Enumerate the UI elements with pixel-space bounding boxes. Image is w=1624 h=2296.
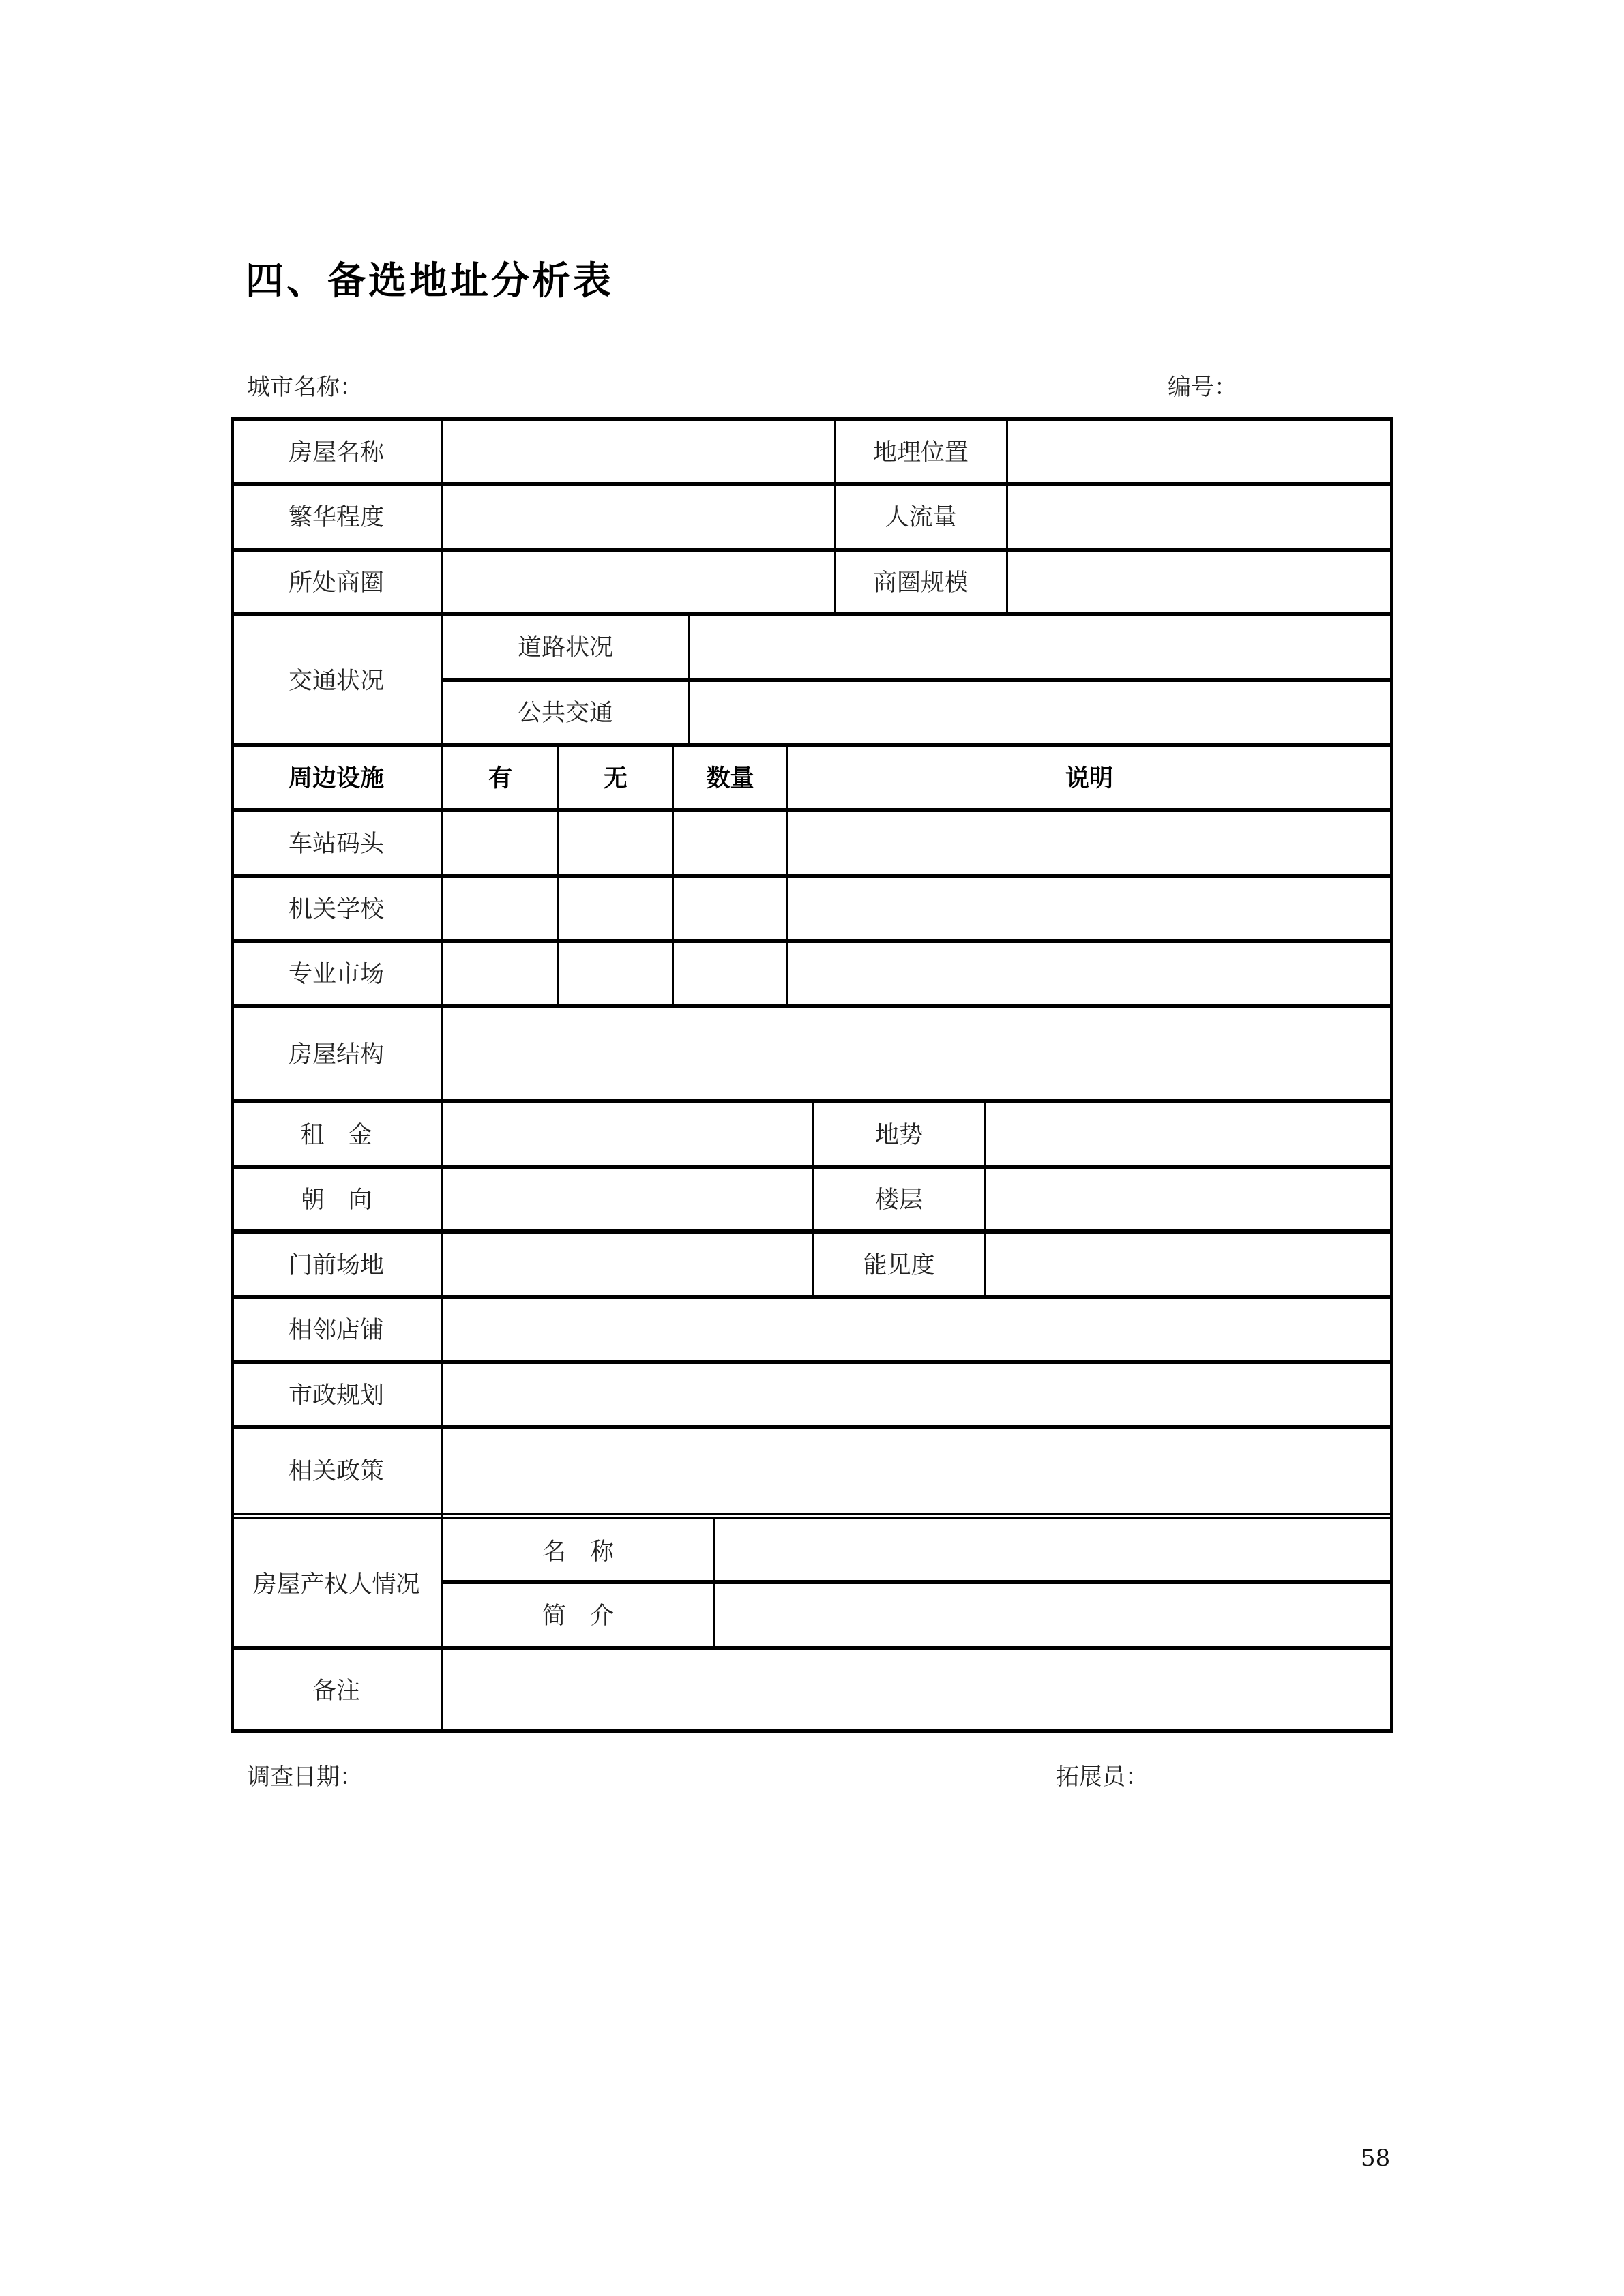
label-municipal-planning: 市政规划 [288, 1382, 384, 1410]
header-count: 数量 [706, 764, 754, 792]
label-prosperity: 繁华程度 [288, 504, 384, 531]
prosperity-field[interactable] [443, 486, 834, 548]
owner-name-field[interactable] [715, 1519, 1390, 1580]
market-note-field[interactable] [788, 943, 1390, 1004]
label-owner-intro: 简 介 [542, 1602, 614, 1630]
label-station-pier: 车站码头 [288, 831, 384, 858]
label-visibility: 能见度 [863, 1251, 935, 1279]
terrain-field[interactable] [986, 1103, 1390, 1165]
label-terrain: 地势 [874, 1121, 923, 1149]
label-owner-name: 名 称 [542, 1538, 614, 1566]
municipal-planning-field[interactable] [443, 1364, 1390, 1425]
page-title: 四、备选地址分析表 [246, 259, 614, 303]
station-count-field[interactable] [674, 812, 786, 874]
house-name-field[interactable] [443, 421, 834, 482]
label-specialized-market: 专业市场 [288, 961, 384, 988]
page-number: 58 [1361, 2145, 1391, 2172]
label-orientation: 朝 向 [300, 1187, 372, 1214]
foot-traffic-field[interactable] [1008, 486, 1390, 548]
label-district-scale: 商圈规模 [872, 569, 969, 597]
policies-field[interactable] [443, 1429, 1390, 1513]
label-geo-location: 地理位置 [872, 439, 969, 466]
orientation-field[interactable] [443, 1169, 812, 1229]
label-facilities: 周边设施 [288, 764, 384, 792]
label-road: 道路状况 [517, 634, 613, 661]
developer-label: 拓展员： [1056, 1763, 1149, 1791]
label-floor: 楼层 [874, 1187, 923, 1214]
label-foot-traffic: 人流量 [885, 504, 957, 531]
district-scale-field[interactable] [1008, 552, 1390, 612]
schools-none-field[interactable] [559, 878, 672, 939]
public-transport-field[interactable] [690, 682, 1390, 743]
floor-field[interactable] [986, 1169, 1390, 1229]
schools-count-field[interactable] [674, 878, 786, 939]
survey-date-label: 调查日期： [247, 1763, 363, 1791]
label-front-area: 门前场地 [288, 1251, 384, 1279]
market-count-field[interactable] [674, 943, 786, 1004]
number-label: 编号： [1168, 374, 1237, 401]
label-neighbors: 相邻店铺 [288, 1317, 384, 1344]
label-house-name: 房屋名称 [288, 439, 384, 466]
schools-has-field[interactable] [443, 878, 557, 939]
structure-field[interactable] [443, 1008, 1390, 1099]
geo-location-field[interactable] [1008, 421, 1390, 482]
neighbors-field[interactable] [443, 1299, 1390, 1360]
remarks-field[interactable] [443, 1650, 1390, 1729]
label-rent: 租 金 [300, 1121, 372, 1149]
owner-intro-field[interactable] [715, 1584, 1390, 1646]
header-note: 说明 [1065, 764, 1113, 792]
station-note-field[interactable] [788, 812, 1390, 874]
city-name-label: 城市名称： [247, 374, 363, 401]
header-none: 无 [603, 764, 628, 792]
label-public-transport: 公共交通 [517, 700, 613, 727]
business-district-field[interactable] [443, 552, 834, 612]
double-line-top [231, 1513, 1393, 1515]
station-none-field[interactable] [559, 812, 672, 874]
header-has: 有 [488, 764, 512, 792]
label-policies: 相关政策 [288, 1457, 384, 1485]
market-has-field[interactable] [443, 943, 557, 1004]
road-field[interactable] [690, 616, 1390, 678]
site-analysis-table [231, 417, 1393, 1731]
schools-note-field[interactable] [788, 878, 1390, 939]
station-has-field[interactable] [443, 812, 557, 874]
market-none-field[interactable] [559, 943, 672, 1004]
label-structure: 房屋结构 [288, 1041, 384, 1069]
rent-field[interactable] [443, 1103, 812, 1165]
front-area-field[interactable] [443, 1234, 812, 1295]
visibility-field[interactable] [986, 1234, 1390, 1295]
label-institutions-schools: 机关学校 [288, 896, 384, 923]
label-owner: 房屋产权人情况 [252, 1571, 420, 1598]
label-business-district: 所处商圈 [288, 569, 384, 597]
label-remarks: 备注 [312, 1677, 360, 1705]
label-traffic: 交通状况 [288, 667, 384, 695]
